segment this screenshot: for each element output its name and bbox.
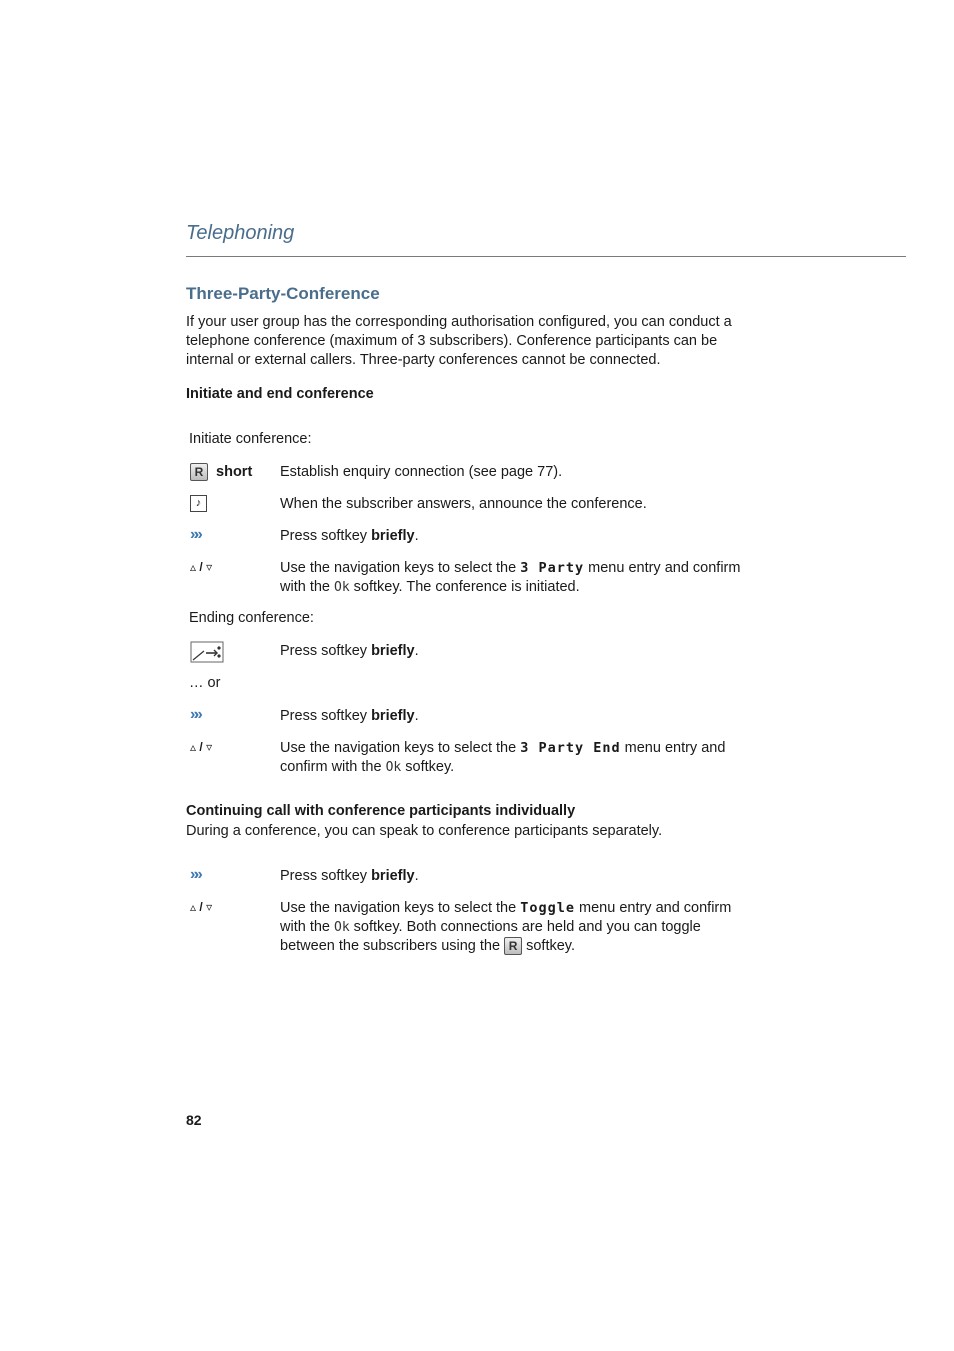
nav-up-icon: ▵ — [190, 560, 197, 574]
step-press-softkey-4 — [280, 867, 770, 886]
text-fragment: Press softkey — [280, 868, 372, 884]
intro-paragraph — [186, 313, 766, 370]
text-fragment: confirm with the — [280, 759, 386, 775]
or-label: … or — [189, 675, 221, 691]
text-fragment: Press softkey — [280, 528, 372, 544]
end-call-key — [190, 641, 224, 667]
menu-entry: 3 Party End — [520, 740, 621, 756]
page-number: 82 — [186, 1112, 202, 1128]
softkey-arrows-icon: »» — [190, 526, 198, 543]
subheading-initiate-end: Initiate and end conference — [186, 386, 374, 402]
nav-separator: / — [199, 740, 203, 754]
r-key-short — [190, 463, 252, 481]
step-press-softkey-1 — [280, 527, 770, 546]
subheading-individual: Continuing call with conference participants individually — [186, 803, 576, 819]
softkey-row-1 — [190, 526, 198, 544]
nav-keys-2 — [190, 740, 212, 754]
text-fragment: Press softkey — [280, 708, 372, 724]
text-fragment: Use the navigation keys to select the — [280, 560, 521, 576]
ok-softkey-label: Ok — [385, 760, 402, 775]
softkey-arrows-icon: »» — [190, 706, 198, 723]
handset-key — [190, 495, 207, 512]
nav-down-icon: ▿ — [206, 900, 213, 914]
softkey-row-2 — [190, 706, 198, 724]
text-fragment: with the — [280, 579, 334, 595]
text-fragment: menu entry and confirm — [584, 560, 741, 576]
menu-entry: Toggle — [520, 900, 575, 916]
intro-line: telephone conference (maximum of 3 subscribers). Conference participants can be — [186, 333, 718, 349]
nav-keys-3 — [190, 900, 212, 914]
softkey-arrows-icon: »» — [190, 866, 198, 883]
text-fragment: softkey. — [522, 938, 575, 954]
ending-label: Ending conference: — [189, 610, 314, 626]
text-fragment: Use the navigation keys to select the — [280, 900, 521, 916]
ok-softkey-label: Ok — [334, 580, 350, 595]
nav-separator: / — [199, 900, 203, 914]
individual-paragraph: During a conference, you can speak to conference participants separately. — [186, 823, 663, 839]
step-select-3-party — [280, 559, 770, 597]
text-fragment: Press softkey — [280, 643, 372, 659]
end-call-icon — [190, 641, 224, 663]
text-fragment: . — [414, 528, 419, 544]
header-divider — [186, 256, 906, 257]
text-fragment: menu entry and — [620, 740, 726, 756]
step-press-softkey-2 — [280, 642, 770, 661]
nav-down-icon: ▿ — [206, 740, 213, 754]
emphasis: briefly — [371, 708, 415, 724]
text-fragment: between the subscribers using the — [280, 938, 505, 954]
nav-keys-1 — [190, 560, 212, 574]
section-header: Telephoning — [186, 222, 295, 244]
ok-softkey-label: Ok — [334, 920, 350, 935]
emphasis: briefly — [371, 528, 415, 544]
emphasis: briefly — [371, 868, 415, 884]
nav-up-icon: ▵ — [190, 900, 197, 914]
nav-up-icon: ▵ — [190, 740, 197, 754]
intro-line: internal or external callers. Three-party conferences cannot be connected. — [186, 352, 661, 368]
intro-line: If your user group has the corresponding authorisation configured, you can conduct a — [186, 314, 732, 330]
text-fragment: softkey. The conference is initiated. — [349, 579, 580, 595]
step-select-3-party-end — [280, 739, 770, 777]
text-fragment: with the — [280, 919, 334, 935]
text-fragment: menu entry and confirm — [574, 900, 732, 916]
text-fragment: . — [414, 708, 419, 724]
nav-down-icon: ▿ — [206, 560, 213, 574]
r-key-icon: R — [504, 937, 522, 955]
step-enquiry: Establish enquiry connection (see page 77). — [280, 464, 563, 480]
page-heading: Three-Party-Conference — [186, 284, 380, 303]
text-fragment: . — [414, 868, 419, 884]
text-fragment: softkey. — [401, 759, 455, 775]
r-key-icon: R — [190, 463, 208, 481]
menu-entry: 3 Party — [520, 560, 585, 576]
softkey-row-3 — [190, 866, 198, 884]
step-press-softkey-3 — [280, 707, 770, 726]
step-announce: When the subscriber answers, announce the conference. — [280, 496, 647, 512]
handset-icon: ♪ — [190, 495, 207, 512]
short-label: short — [216, 463, 253, 480]
text-fragment: softkey. Both connections are held and you can toggle — [349, 919, 701, 935]
text-fragment: Use the navigation keys to select the — [280, 740, 521, 756]
emphasis: briefly — [371, 643, 415, 659]
nav-separator: / — [199, 560, 203, 574]
initiate-label: Initiate conference: — [189, 431, 312, 447]
text-fragment: . — [414, 643, 419, 659]
step-select-toggle — [280, 899, 770, 956]
